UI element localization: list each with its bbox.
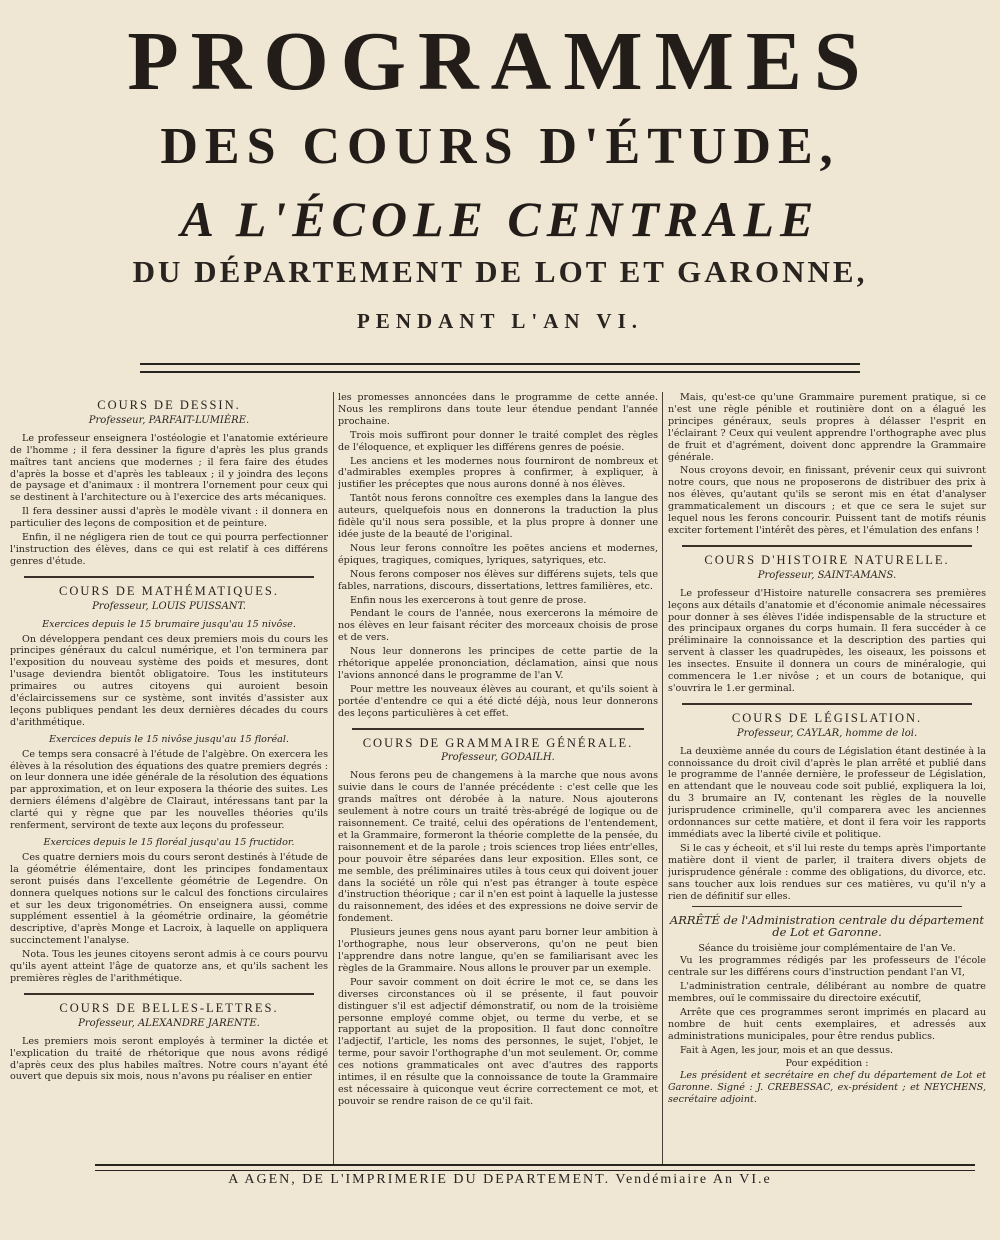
- title-an-vi: PENDANT L'AN VI.: [356, 309, 643, 333]
- column-2: [338, 392, 658, 1162]
- nota: Nota. Tous les jeunes citoyens seront admis à ce cours pourvu qu'ils ayent atteint l'âge de quatorze ans, et qu'ils sachent les premières règles de l'arithmétique.: [10, 949, 328, 984]
- paragraph: Les anciens et les modernes nous fourniront de nombreux et d'admirables exemples propres à confirmer, à expliquer, à justifier les préceptes que nous aurons donné à nos élèves.: [338, 455, 658, 491]
- section-rule: [682, 703, 972, 705]
- schedule: Exercices depuis le 15 nivôse jusqu'au 15 floréal.: [49, 733, 289, 745]
- section-mathematiques: [10, 583, 328, 985]
- paragraph: Vu les programmes rédigés par les professeurs de l'école centrale sur les différens cours d'instruction pendant l'an VI,: [668, 955, 986, 979]
- paragraph: Enfin nous les exercerons à tout genre de prose.: [350, 594, 587, 606]
- imprint: A AGEN, DE L'IMPRIMERIE DU DEPARTEMENT. Vendémiaire An VI.e: [228, 1172, 772, 1187]
- paragraph: Mais, qu'est-ce qu'une Grammaire purement pratique, si ce n'est une règle pénible et routinière dont on a élagué les principes généraux, seuls propres à délasser l'esprit en l'éclairant ? Ceux qui veulent apprendre l'orthographe avec plus de fruit et d'agrément, doivent donc apprendre la Grammaire générale.: [668, 392, 986, 463]
- section-belles-lettres: [10, 1000, 328, 1083]
- paragraph: Nous croyons devoir, en finissant, prévenir ceux qui suivront notre cours, que nous ne proposerons de distribuer des prix à nos élèves, qu'autant qu'ils se seront mis en état d'analyser grammaticalement un discours ; et que ce sera le sujet sur lequel nous les ferons concourir. Puissent tant de motifs réunis exciter fortement l'intérêt des pères, et l'émulation des enfans !: [668, 465, 986, 536]
- professor: Professeur, GODAILH.: [441, 752, 555, 764]
- column-3: [668, 392, 986, 1162]
- paragraph: Pour savoir comment on doit écrire le mot ce, se dans les diverses circonstances où il se présente, il faut pouvoir distinguer s'il est adjectif démonstratif, ou nom de la troisième personne employé comme objet, ou terme du verbe, et se rapportant au sujet de la proposition. Il faut donc connoître l'adjectif, l'article, les noms des personnes, le sujet, l'objet, le terme, pour savoir l'orthographe d'un mot seulement. Or, comme ces notions grammaticales ont avec d'autres des rapports intimes, il en résulte que la connoissance de toute la Grammaire est nécessaire à quiconque veut écrire correctement ce mot, et pouvoir se rendre raison de ce qu'il fait.: [338, 976, 658, 1107]
- paragraph: Trois mois suffiront pour donner le traité complet des règles de l'éloquence, et expliquer les différens genres de poésie.: [338, 429, 658, 453]
- paragraph: Pendant le cours de l'année, nous exercerons la mémoire de nos élèves en leur faisant réciter des morceaux choisis de prose et de vers.: [338, 608, 658, 644]
- section-rule: [352, 728, 644, 730]
- title-ecole-centrale: A L'ÉCOLE CENTRALE: [180, 191, 820, 247]
- paragraph: Nous leur ferons connoître les poëtes anciens et modernes, épiques, tragiques, comiques, lyriques, satyriques, etc.: [338, 542, 658, 566]
- title-departement: DU DÉPARTEMENT DE LOT ET GARONNE,: [132, 254, 868, 289]
- paragraph: Le professeur d'Histoire naturelle consacrera ses premières leçons aux détails d'anatomie et d'économie animale nécessaires pour donner à ses élèves l'idée indispensable de la structure et des principaux organes du corps humain. Il fera succéder à ce préliminaire la connoissance et la description des parties qui servent à classer les quadrupèdes, les oiseaux, les poissons et les insectes. Ensuite il donnera un cours de minéralogie, qui commencera le 1.er nivôse ; et un cours de botanique, qui s'ouvrira le 1.er germinal.: [668, 587, 986, 694]
- schedule: Exercices depuis le 15 brumaire jusqu'au 15 nivôse.: [42, 618, 296, 630]
- arrete-title: ARRÊTÉ de l'Administration centrale du département de Lot et Garonne.: [669, 913, 985, 940]
- section-title: COURS D'HISTOIRE NATURELLE.: [704, 552, 950, 567]
- footer-rule: [95, 1164, 975, 1171]
- section-rule: [682, 545, 972, 547]
- section-grammaire: [338, 735, 658, 1108]
- paragraph: Fait à Agen, les jour, mois et an que dessus.: [680, 1044, 894, 1056]
- section-rule: [24, 993, 314, 995]
- section-title: COURS DE GRAMMAIRE GÉNÉRALE.: [362, 735, 634, 750]
- header-rule: [140, 363, 860, 373]
- pour-expedition: Pour expédition :: [785, 1058, 869, 1070]
- paragraph: L'administration centrale, délibérant au nombre de quatre membres, ouï le commissaire du directoire exécutif,: [668, 980, 986, 1004]
- section-rule: [24, 576, 314, 578]
- professor: Professeur, CAYLAR, homme de loi.: [736, 727, 918, 739]
- schedule: Exercices depuis le 15 floréal jusqu'au 15 fructidor.: [43, 837, 295, 848]
- column-divider: [333, 392, 334, 1164]
- paragraph: Il fera dessiner aussi d'après le modèle vivant : il donnera en particulier des leçons de composition et de peinture.: [10, 506, 328, 530]
- paragraph: Pour mettre les nouveaux élèves au courant, et qu'ils soient à portée d'entendre ce qui a été dicté déjà, nous leur donnerons des leçons particulières à cet effet.: [338, 683, 658, 719]
- paragraph: Ces quatre derniers mois du cours seront destinés à l'étude de la géométrie élémentaire, dont les principes fondamentaux seront puisés dans l'excellente géométrie de Legendre. On donnera quelques notions sur le calcul des fonctions circulaires et sur les deux trigonométries. On enseignera aussi, comme supplément essentiel à la géométrie ordinaire, la géométrie descriptive, d'après Monge et Lacroix, à laquelle on appliquera succinctement l'analyse.: [10, 851, 328, 947]
- section-grammaire-continued: [668, 392, 986, 537]
- paragraph: Nous ferons composer nos élèves sur différens sujets, tels que fables, narrations, discours, dissertations, lettres familières, etc.: [338, 568, 658, 592]
- paragraph: Enfin, il ne négligera rien de tout ce qui pourra perfectionner l'instruction des élèves, dans ce qui est relatif à ces différens genres d'étude.: [10, 532, 328, 567]
- paragraph: Nous ferons peu de changemens à la marche que nous avons suivie dans le cours de l'année précédente : c'est celle que les grands maîtres ont dérobée à la nature. Nous ajouterons seulement à notre cours un traité très-abrégé de logique ou de raisonnement. Ce traité, celui des opérations de l'entendement, et la Grammaire, formeront la théorie complette de la pensée, du raisonnement et de la parole ; trois sciences trop liées entr'elles, pour pouvoir être séparées dans leur exposition. Elles sont, ce me semble, des préliminaires utiles à tous ceux qui doivent jouer dans la société un rôle qui n'est pas étranger à toute espèce d'instruction théorique ; car il n'en est point à laquelle la justesse du raisonnement, des idées et des expressions ne doive servir de fondement.: [338, 770, 658, 925]
- section-rule: [692, 906, 962, 907]
- signatures: Les président et secrétaire en chef du département de Lot et Garonne. Signé : J. CREBESSAC, ex-président ; et NEYCHENS, secrétaire adjoint.: [668, 1070, 986, 1106]
- paragraph: Arrête que ces programmes seront imprimés en placard au nombre de huit cents exemplaires, et adressés aux administrations municipales, pour être rendus publics.: [668, 1006, 986, 1042]
- professor: Professeur, PARFAIT-LUMIÈRE.: [88, 414, 250, 426]
- paragraph: les promesses annoncées dans le programme de cette année. Nous les remplirons dans toute leur étendue pendant l'année prochaine.: [338, 392, 658, 427]
- title-cours-detude: DES COURS D'ÉTUDE,: [160, 118, 840, 175]
- section-arrete: [668, 915, 986, 1106]
- professor: Professeur, ALEXANDRE JARENTE.: [78, 1017, 260, 1029]
- paragraph: On développera pendant ces deux premiers mois du cours les principes généraux du calcul numérique, et l'on terminera par l'exposition du nouveau système des poids et mesures, dont l'usage deviendra bientôt obligatoire. Tous les instituteurs primaires ou autres citoyens qui auroient besoin d'éclaircissemens sur ce système, sont invités d'assister aux leçons publiques pendant les deux dernières décades du cours d'arithmétique.: [10, 633, 328, 728]
- section-title: COURS DE BELLES-LETTRES.: [59, 1000, 279, 1015]
- column-1: [10, 392, 328, 1162]
- section-dessin: [10, 400, 328, 568]
- paragraph: Nous leur donnerons les principes de cette partie de la rhétorique appelée prononciation, déclamation, ainsi que nous l'avions annoncé dans le programme de l'an V.: [338, 646, 658, 681]
- paragraph: Si le cas y écheoit, et s'il lui reste du temps après l'importante matière dont il vient de parler, il traitera divers objets de jurisprudence générale : comme des obligations, du divorce, etc. sans toucher aux lois rendues sur ces matières, vu qu'il n'y a rien de définitif sur elles.: [668, 842, 986, 902]
- paragraph: Plusieurs jeunes gens nous ayant paru borner leur ambition à l'orthographe, nous leur observerons, qu'on ne peut bien l'apprendre dans notre langue, qu'en se familiarisant avec les règles de la Grammaire. Nous allons le prouver par un exemple.: [338, 927, 658, 974]
- seance: Séance du troisième jour complémentaire de l'an Ve.: [698, 943, 956, 955]
- paragraph: Ce temps sera consacré à l'étude de l'algèbre. On exercera les élèves à la résolution des équations des quatre premiers degrés : on leur donnera une idée générale de la résolution des équations par approximation, et on leur exposera la théorie des suites. Les derniers élémens d'algèbre de Clairaut, intéressans tant par la clarté qui y règne que par les nouvelles théories qu'ils renferment, serviront de texte aux leçons du professeur.: [10, 748, 328, 832]
- paragraph: Tantôt nous ferons connoître ces exemples dans la langue des auteurs, quelquefois nous en donnerons la traduction la plus fidèle qu'il nous sera possible, et la plus propre à donner une idée juste de la beauté de l'original.: [338, 493, 658, 540]
- section-belles-lettres-continued: [338, 392, 658, 720]
- paragraph: La deuxième année du cours de Législation étant destinée à la connoissance du droit civil d'après le plan arrêté et publié dans le programme de l'année dernière, le professeur de Législation, en attendant que le nouveau code soit publié, expliquera la loi, du 3 brumaire an IV, contenant les règles de la nouvelle jurisprudence criminelle, qu'il comparera avec les anciennes ordonnances sur cette matière, et dont il fera voir les rapports immédiats avec la liberté civile et politique.: [668, 745, 986, 840]
- title-programmes: PROGRAMMES: [127, 15, 873, 108]
- section-legislation: [668, 710, 986, 903]
- paragraph: Le professeur enseignera l'ostéologie et l'anatomie extérieure de l'homme ; il fera dessiner la figure d'après les plus grands maîtres tant anciens que modernes ; il fera faire des études d'après la bosse et d'après les tableaux ; il y joindra des leçons de paysage et d'animaux : il montrera l'ornement pour ceux qui se destinent à l'architecture ou à l'exercice des arts mécaniques.: [10, 432, 328, 504]
- professor: Professeur, SAINT-AMANS.: [757, 569, 897, 581]
- section-title: COURS DE LÉGISLATION.: [731, 710, 923, 725]
- section-title: COURS DE DESSIN.: [97, 398, 241, 412]
- paragraph: Les premiers mois seront employés à terminer la dictée et l'explication du traité de rhétorique que nous avons rédigé d'après ceux des plus habiles maîtres. Notre cours n'ayant été ouvert que depuis six mois, nous n'avons pu réaliser en entier: [10, 1035, 328, 1083]
- section-histoire-naturelle: [668, 552, 986, 695]
- column-divider: [662, 392, 663, 1164]
- professor: Professeur, LOUIS PUISSANT.: [92, 600, 246, 612]
- section-title: COURS DE MATHÉMATIQUES.: [59, 583, 279, 598]
